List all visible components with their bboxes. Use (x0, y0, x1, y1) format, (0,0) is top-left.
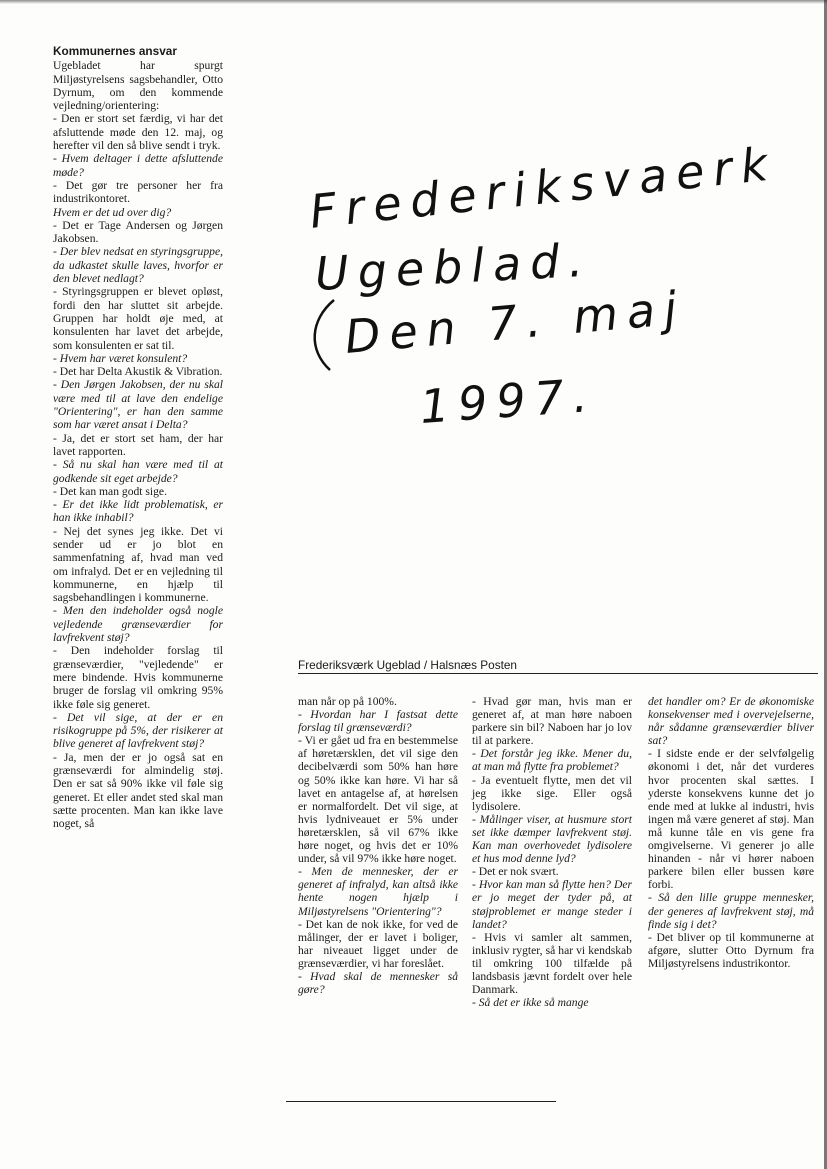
interview-answer: - Ja eventuelt flytte, men det vil jeg ikke sige. Eller også lydisolere. (472, 773, 632, 813)
interview-question: - Det vil sige, at der er en risikogruppe på 5%, der risikerer at blive generet af lavfrekvent støj? (53, 710, 223, 751)
article-headline: Kommunernes ansvar (53, 44, 177, 58)
interview-question: - Hvor kan man så flytte hen? Der er jo meget der tyder på, at støjproblemet er mange steder i landet? (472, 878, 632, 931)
interview-question: - Hvad skal de mennesker så gøre? (298, 969, 458, 997)
interview-question: - Så nu skal han være med til at godkende sit eget arbejde? (53, 458, 223, 485)
left-column-body (53, 59, 223, 830)
interview-answer: - Det er Tage Andersen og Jørgen Jakobsen. (53, 218, 223, 246)
interview-answer: - Den er stort set færdig, vi har det afsluttende møde den 12. maj, og herefter vil den så blive sendt i tryk. (53, 112, 223, 153)
handwritten-annotation (300, 136, 779, 455)
interview-answer: - Det gør tre personer her fra industrikontoret. (53, 178, 223, 206)
interview-answer: - Styringsgruppen er blevet opløst, fordi den har sluttet sit arbejde. Gruppen har holdt øje med, at konsulenten har lavet det arbejde, som konsulenten er sat til. (53, 285, 223, 352)
interview-question: Hvem er det ud over dig? (53, 205, 172, 219)
interview-question: - Målinger viser, at husmure stort set ikke dæmper lavfrekvent støj. Kan man overhovedet lydisolere et hus mod denne lyd? (472, 812, 632, 866)
article-column-4 (648, 695, 814, 970)
interview-answer: - Hvad gør man, hvis man er generet af, at man høre naboen parkere sin bil? Naboen har jo lov til at parkere. (472, 695, 632, 748)
handwriting-line-1: Frederiksvaerk (307, 136, 779, 239)
interview-answer: - I sidste ende er der selvfølgelig økonomi i det, når det vurderes hvor procenten skal sættes. I yderste konsekvens kunne det jo ende med at lukke al industri, hvis ingen må være generet af støj. Man må kunne tåle en vis gene fra omgivelserne. Vi generer jo alle hinanden - når vi hører naboen parkere bilen eller bussen køre forbi. (648, 747, 814, 892)
bottom-rule (286, 1101, 556, 1102)
interview-answer: - Det er nok svært. (472, 865, 559, 879)
interview-answer: - Det kan de nok ikke, for ved de målinger, der er lavet i boliger, har niveauet ligget under de grænseværdier, vi har foreslået. (298, 917, 458, 970)
article-column-2 (298, 695, 458, 996)
interview-answer: - Hvis vi samler alt sammen, inklusiv rygter, så har vi kendskab til omkring 100 tilfælde på landsbasis jævnt fordelt over hele Danmark. (472, 930, 632, 997)
interview-question: - Den Jørgen Jakobsen, der nu skal være med til at lave den endelige "Orientering", er han den samme som har været ansat i Delta? (53, 378, 223, 432)
interview-answer: - Det har Delta Akustik & Vibration. (53, 365, 223, 379)
interview-question: - Men de mennesker, der er generet af infralyd, kan altså ikke hente nogen hjælp i Miljøstyrelsens "Orientering"? (298, 865, 458, 918)
article-column-3 (472, 695, 632, 1009)
interview-answer: - Ja, det er stort set ham, der har lavet rapporten. (53, 431, 223, 458)
interview-answer: - Den indeholder forslag til grænseværdier, "vejledende" er mere bindende. Hvis kommunerne bruger de forslag vil omkring 95% ikke føle sig generet. (53, 644, 223, 711)
interview-question: - Men den indeholder også nogle vejledende grænseværdier for lavfrekvent støj? (53, 604, 223, 645)
interview-question: - Hvem har været konsulent? (53, 351, 188, 365)
interview-question: - Så den lille gruppe mennesker, der generes af lavfrekvent støj, må finde sig i det? (648, 891, 814, 931)
interview-question: det handler om? Er de økonomiske konsekvenser med i overvejelserne, når sådanne grænseværdier bliver sat? (648, 695, 814, 748)
handwriting-line-4: 1997. (418, 367, 599, 434)
interview-answer: - Det bliver op til kommunerne at afgøre, slutter Otto Dyrnum fra Miljøstyrelsens industrikontor. (648, 930, 814, 970)
interview-answer: - Nej det synes jeg ikke. Det vi sender ud er jo blot en sammenfatning af, hvad man ved om infralyd. Det er en vejledning til kommunerne, en hjælp til sagsbehandlingen i kommunerne. (53, 524, 223, 605)
interview-question: - Hvordan har I fastsat dette forslag til grænseværdi? (298, 708, 458, 735)
interview-answer: - Det kan man godt sige. (53, 484, 167, 498)
interview-answer: Ugebladet har spurgt Miljøstyrelsens sagsbehandler, Otto Dyrnum, om den kommende vejledning/orientering: (53, 59, 223, 113)
left-article-column (53, 45, 223, 831)
scan-edge-top (0, 0, 827, 4)
interview-answer: - Ja, men der er jo også sat en grænseværdi for almindelig støj. Den er sat så 90% ikke vil føle sig generet. Et eller andet sted skal man sætte procenten. Man kan ikke lave noget, så (53, 750, 223, 831)
newspaper-masthead: Frederiksværk Ugeblad / Halsnæs Posten (298, 658, 818, 674)
interview-answer: - Vi er gået ud fra en bestemmelse af høretærsklen, det vil sige den decibelværdi som 50% han høre og 50% ikke kan høre. Vi har så lavet en antagelse af, at hørelsen er normalfordelt. Det vil sige, at hvis lydniveauet er 5% under høretærsklen, så vil 67% ikke høre noget, og hvis det er 10% under, så vil 97% ikke høre noget. (298, 734, 458, 866)
interview-question: - Der blev nedsat en styringsgruppe, da udkastet skulle laves, hvorfor er den blevet nedlagt? (53, 245, 223, 286)
interview-question: - Er det ikke lidt problematisk, er han ikke inhabil? (53, 498, 223, 525)
handwriting-line-2: Ugeblad. (313, 232, 594, 301)
interview-answer: man når op på 100%. (298, 695, 397, 708)
interview-question: - Hvem deltager i dette afsluttende møde? (53, 152, 223, 179)
interview-question: - Så det er ikke så mange (472, 996, 589, 1010)
interview-question: - Det forstår jeg ikke. Mener du, at man må flytte fra problemet? (472, 747, 632, 774)
handwriting-line-3: Den 7. maj (342, 280, 688, 364)
